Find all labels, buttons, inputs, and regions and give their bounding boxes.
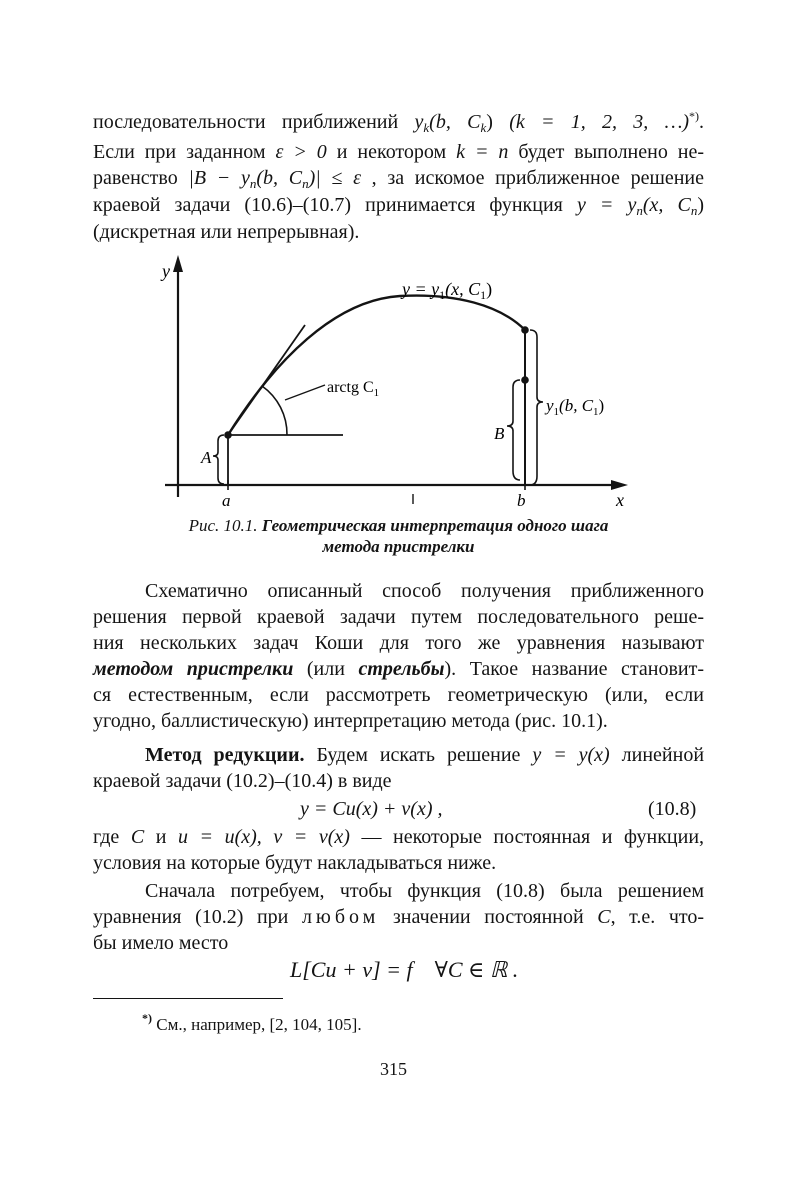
x-axis-arrow (611, 480, 628, 490)
para4-line2: уравнения (10.2) при любом значении постоянной C, т.е. что- (93, 906, 705, 928)
curve-label: $y = y_1(x$, $C_1$) (402, 279, 493, 302)
point-y1b (521, 326, 529, 334)
a-label: a (222, 491, 231, 510)
para1-line4: краевой задачи (10.6)–(10.7) принимается функция $y = y_n(x$, $C_n$) (93, 194, 705, 218)
para1-line5: (дискретная или непрерывная). (93, 221, 360, 243)
para3-line2: краевой задачи (10.2)–(10.4) в виде (93, 770, 392, 792)
para3-line1: Метод редукции. Будем искать решение y = y(x) линейной (145, 744, 705, 766)
trajectory-curve (228, 296, 525, 435)
point-B (521, 376, 529, 384)
equation-10-8: y = Cu(x) + v(x) , (300, 798, 443, 820)
point-A (224, 431, 232, 439)
para1-line3: равенство $|B - y_n(b$, $C_n)| \le \varepsilon$ , за искомое приближенное решение (93, 167, 705, 191)
brace-A (213, 435, 224, 484)
footnote-rule (93, 998, 283, 999)
brace-y1b (530, 330, 543, 485)
figure-shooting-method (0, 0, 794, 560)
y-axis-arrow (173, 255, 183, 272)
para2-line2: решения первой краевой задачи путем последовательного реше- (93, 606, 704, 628)
angle-pointer (285, 385, 325, 400)
A-label: A (201, 448, 212, 467)
para2-line5: ся естественным, если рассмотреть геометрическую (или, если (93, 684, 704, 706)
angle-arc (262, 386, 287, 435)
angle-label: arctg $C_1$ (327, 379, 380, 399)
tangent-line (228, 325, 305, 435)
y-axis-label: y (162, 261, 170, 281)
equation-L: L[Cu + v] = f ∀C ∈ ℝ . (290, 957, 519, 982)
para2-line1: Схематично описанный способ получения приближенного (145, 580, 704, 602)
para3-line3: где C и u = u(x), v = v(x) — некоторые постоянная и функции, (93, 826, 705, 848)
x-axis-label: x (616, 490, 624, 510)
figure-caption-line1: Рис. 10.1. Геометрическая интерпретация одного шага (188, 516, 609, 535)
para4-line1: Сначала потребуем, чтобы функция (10.8) была решением (145, 880, 704, 902)
y1b-label: $y_1(b$, $C_1$) (546, 396, 605, 418)
b-label: b (517, 491, 526, 510)
brace-B (507, 380, 520, 480)
equation-number-10-8: (10.8) (648, 798, 697, 820)
para4-line3: бы имело место (93, 932, 229, 954)
para2-line4: методом пристрелки (или стрельбы). Такое название становит- (93, 658, 704, 680)
footnote: *) См., например, [2, 104, 105]. (142, 1011, 362, 1034)
para3-line4: условия на которые будут накладываться ниже. (93, 852, 497, 874)
para2-line3: ния нескольких задач Коши для того же уравнения называют (93, 632, 704, 654)
para1-line2: Если при заданном ε > 0 и некотором k = n будет выполнено не- (93, 141, 705, 163)
figure-caption-line2: метода пристрелки (322, 537, 475, 556)
para1-line1: последовательности приближений $y_k(b$, $C_k$) (k = 1, 2, 3, …)*). (93, 109, 705, 135)
page-number: 315 (380, 1059, 407, 1079)
B-label: B (494, 424, 505, 443)
para2-line6: угодно, баллистическую) интерпретацию метода (рис. 10.1). (93, 710, 608, 732)
